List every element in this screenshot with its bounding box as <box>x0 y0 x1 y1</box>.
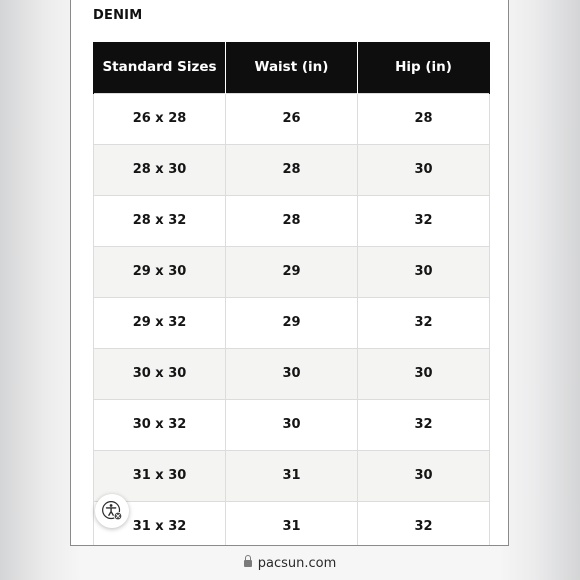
cell-standard-size: 29 x 32 <box>94 297 226 348</box>
cell-hip: 32 <box>358 195 490 246</box>
cell-waist: 26 <box>226 93 358 144</box>
cell-standard-size: 31 x 30 <box>94 450 226 501</box>
cell-hip: 30 <box>358 348 490 399</box>
cell-standard-size: 28 x 32 <box>94 195 226 246</box>
cell-waist: 30 <box>226 348 358 399</box>
table-header-row <box>94 42 490 93</box>
cell-waist: 28 <box>226 195 358 246</box>
cell-hip: 32 <box>358 399 490 450</box>
table-row <box>94 195 490 246</box>
column-header-hip: Hip (in) <box>358 42 490 93</box>
cell-hip: 30 <box>358 144 490 195</box>
cell-waist: 31 <box>226 450 358 501</box>
table-row <box>94 348 490 399</box>
size-chart-table <box>93 42 490 546</box>
table-row <box>94 450 490 501</box>
cell-hip: 32 <box>358 501 490 546</box>
cell-waist: 28 <box>226 144 358 195</box>
cell-standard-size: 28 x 30 <box>94 144 226 195</box>
cell-standard-size: 29 x 30 <box>94 246 226 297</box>
cell-waist: 30 <box>226 399 358 450</box>
column-header-waist: Waist (in) <box>226 42 358 93</box>
url-text: pacsun.com <box>257 556 337 571</box>
lock-icon <box>244 559 252 568</box>
table-row <box>94 93 490 144</box>
cell-standard-size: 30 x 30 <box>94 348 226 399</box>
section-title: DENIM <box>93 8 143 23</box>
cell-waist: 29 <box>226 297 358 348</box>
cell-standard-size: 26 x 28 <box>94 93 226 144</box>
cell-waist: 29 <box>226 246 358 297</box>
cell-hip: 28 <box>358 93 490 144</box>
cell-hip: 30 <box>358 246 490 297</box>
table-row <box>94 501 490 546</box>
close-badge-icon <box>114 512 122 520</box>
table-row <box>94 297 490 348</box>
cell-standard-size: 31 x 32 <box>94 501 226 546</box>
browser-url-bar[interactable] <box>0 556 580 571</box>
table-row <box>94 246 490 297</box>
accessibility-person-icon <box>101 500 123 522</box>
table-row <box>94 144 490 195</box>
cell-waist: 31 <box>226 501 358 546</box>
cell-hip: 30 <box>358 450 490 501</box>
table-row <box>94 399 490 450</box>
cell-hip: 32 <box>358 297 490 348</box>
cell-standard-size: 30 x 32 <box>94 399 226 450</box>
column-header-standard-sizes: Standard Sizes <box>94 42 226 93</box>
accessibility-widget-button[interactable] <box>95 494 129 528</box>
size-chart-page <box>70 0 509 546</box>
